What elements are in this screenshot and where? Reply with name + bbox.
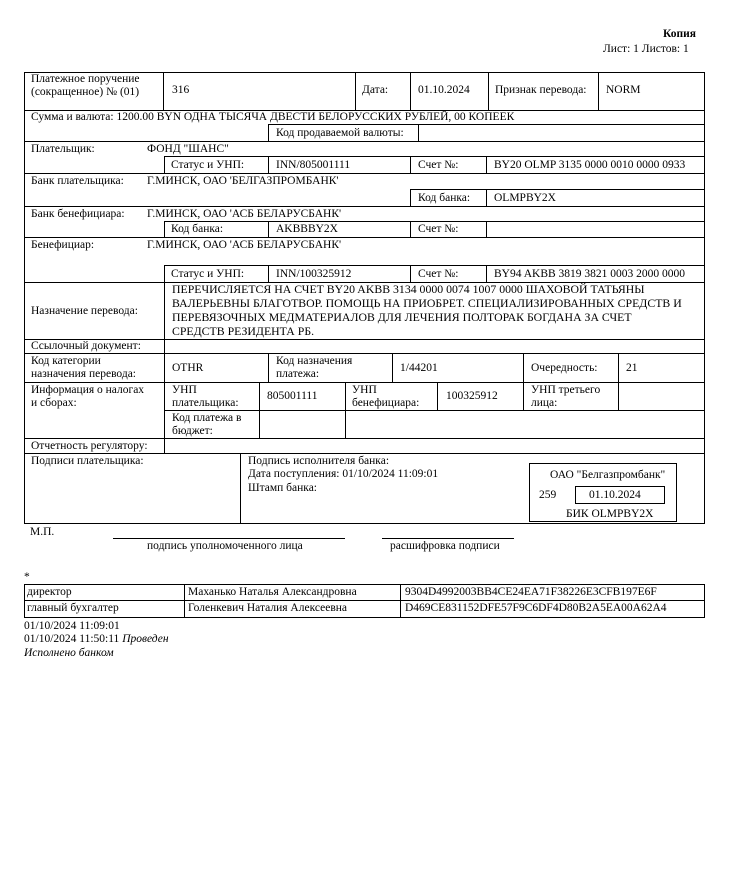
signer-hash: 9304D4992003BB4CE24EA71F38226E3CFB197E6F	[405, 586, 657, 598]
budget-code-label-l1: Код платежа в	[172, 412, 242, 424]
reference-doc-label: Ссылочный документ:	[31, 340, 141, 352]
signer-role: главный бухгалтер	[27, 602, 119, 614]
payer-bank-label: Банк плательщика:	[31, 175, 124, 187]
beneficiary-status: INN/100325912	[276, 268, 352, 280]
signer-role: директор	[27, 586, 72, 598]
beneficiary-bank-code-label: Код банка:	[171, 223, 224, 235]
payer-label: Плательщик:	[31, 143, 95, 155]
received-date: Дата поступления: 01/10/2024 11:09:01	[248, 468, 439, 480]
beneficiary-account-label: Счет №:	[418, 268, 459, 280]
signature-transcript-caption: расшифровка подписи	[390, 540, 500, 552]
transfer-sign: NORM	[606, 84, 641, 96]
amount-text: Сумма и валюта: 1200.00 BYN ОДНА ТЫСЯЧА ДВЕСТИ БЕЛОРУССКИХ РУБЛЕЙ, 00 КОПЕЕК	[31, 111, 515, 123]
beneficiary-bank-label: Банк бенефициара:	[31, 208, 125, 220]
asterisk: *	[24, 571, 30, 583]
payer-unp: 805001111	[267, 390, 318, 402]
sold-currency-label: Код продаваемой валюты:	[276, 127, 404, 139]
authorized-signature-caption: подпись уполномоченного лица	[147, 540, 303, 552]
purpose-code-label-l2: платежа:	[276, 368, 320, 380]
payer-bank-code-label: Код банка:	[418, 192, 471, 204]
copy-label: Копия	[663, 28, 696, 40]
taxes-label-l2: и сборах:	[31, 397, 77, 409]
beneficiary-status-label: Статус и УНП:	[171, 268, 245, 280]
transfer-sign-label: Признак перевода:	[495, 84, 587, 96]
signer-name: Голенкевич Наталия Алексеевна	[188, 602, 348, 614]
purpose-code-label-l1: Код назначения	[276, 355, 353, 367]
payer-account-label: Счет №:	[418, 159, 459, 171]
stamp-bik: БИК OLMPBY2X	[566, 508, 654, 520]
order-date: 01.10.2024	[418, 84, 470, 96]
beneficiary-label: Бенефициар:	[31, 239, 95, 251]
category-value: OTHR	[172, 362, 204, 374]
beneficiary-bank-code: AKBBBY2X	[276, 223, 338, 235]
category-label-l1: Код категории	[31, 355, 101, 367]
payer-status-label: Статус и УНП:	[171, 159, 245, 171]
log-processed	[24, 633, 169, 646]
priority-value: 21	[626, 362, 638, 374]
signer-hash: D469CE831152DFE57F9C6DF4D80B2A5EA00A62A4	[405, 602, 667, 614]
log-processed-status: Проведен	[122, 633, 169, 645]
beneficiary-bank-name: Г.МИНСК, ОАО 'АСБ БЕЛАРУСБАНК'	[147, 208, 342, 220]
payer-unp-label-l1: УНП	[172, 384, 197, 396]
log-received: 01/10/2024 11:09:01	[24, 620, 120, 632]
payer-bank-name: Г.МИНСК, ОАО 'БЕЛГАЗПРОМБАНК'	[147, 175, 339, 187]
stamp-date: 01.10.2024	[589, 489, 641, 501]
beneficiary-account: BY94 AKBB 3819 3821 0003 2000 0000	[494, 268, 686, 280]
regulator-label: Отчетность регулятору:	[31, 440, 148, 452]
purpose-line-4: СРЕДСТВ РЕЗИДЕНТА РБ.	[172, 324, 315, 338]
payer-account: BY20 OLMP 3135 0000 0010 0000 0933	[494, 159, 686, 171]
payer-name: ФОНД "ШАНС"	[147, 143, 229, 155]
benef-unp-label-l1: УНП	[352, 384, 377, 396]
order-title: Платежное поручение (сокращенное) № (01)	[31, 73, 140, 98]
log-processed-time: 01/10/2024 11:50:11	[24, 633, 120, 645]
beneficiary-bank-account-label: Счет №:	[418, 223, 459, 235]
executor-signature-label: Подпись исполнителя банка:	[248, 455, 390, 467]
sheet-info: Лист: 1 Листов: 1	[603, 43, 689, 55]
benef-unp: 100325912	[446, 390, 498, 402]
order-number: 316	[172, 84, 190, 96]
payer-unp-label-l2: плательщика:	[172, 397, 239, 409]
third-unp-label-l1: УНП третьего	[531, 384, 601, 396]
purpose-label: Назначение перевода:	[31, 305, 138, 317]
category-label-l2: назначения перевода:	[31, 368, 136, 380]
payer-status: INN/805001111	[276, 159, 351, 171]
purpose-line-1: ПЕРЕЧИСЛЯЕТСЯ НА СЧЕТ BY20 AKBB 3134 0000 0074 1007 0000 ШАХОВОЙ ТАТЬЯНЫ	[172, 282, 645, 296]
purpose-line-2: ВАЛЕРЬЕВНЫ БЛАГОТВОР. ПОМОЩЬ НА ПРИОБРЕТ. СПЕЦИАЛИЗИРОВАННЫХ СРЕДСТВ И	[172, 296, 682, 310]
priority-label: Очередность:	[531, 362, 598, 374]
budget-code-label-l2: бюджет:	[172, 425, 213, 437]
purpose-line-3: ПЕРЕВЯЗОЧНЫХ МЕДМАТЕРИАЛОВ ДЛЯ ЛЕЧЕНИЯ ПОЛТОРАК БОГДАНА ЗА СЧЕТ	[172, 310, 632, 324]
payer-bank-code: OLMPBY2X	[494, 192, 556, 204]
stamp-code: 259	[539, 489, 557, 501]
stamp-bank-name: ОАО "Белгазпромбанк"	[550, 469, 666, 481]
date-label: Дата:	[362, 84, 389, 96]
bank-stamp-label: Штамп банка:	[248, 482, 317, 494]
signer-name: Маханько Наталья Александровна	[188, 586, 357, 598]
mp-label: М.П.	[30, 526, 55, 538]
third-unp-label-l2: лица:	[531, 397, 558, 409]
beneficiary-name: Г.МИНСК, ОАО 'АСБ БЕЛАРУСБАНК'	[147, 239, 342, 251]
payer-signatures-label: Подписи плательщика:	[31, 455, 144, 467]
benef-unp-label-l2: бенефициара:	[352, 397, 420, 409]
log-executed: Исполнено банком	[24, 647, 114, 659]
taxes-label-l1: Информация о налогах	[31, 384, 145, 396]
purpose-code: 1/44201	[400, 362, 438, 374]
